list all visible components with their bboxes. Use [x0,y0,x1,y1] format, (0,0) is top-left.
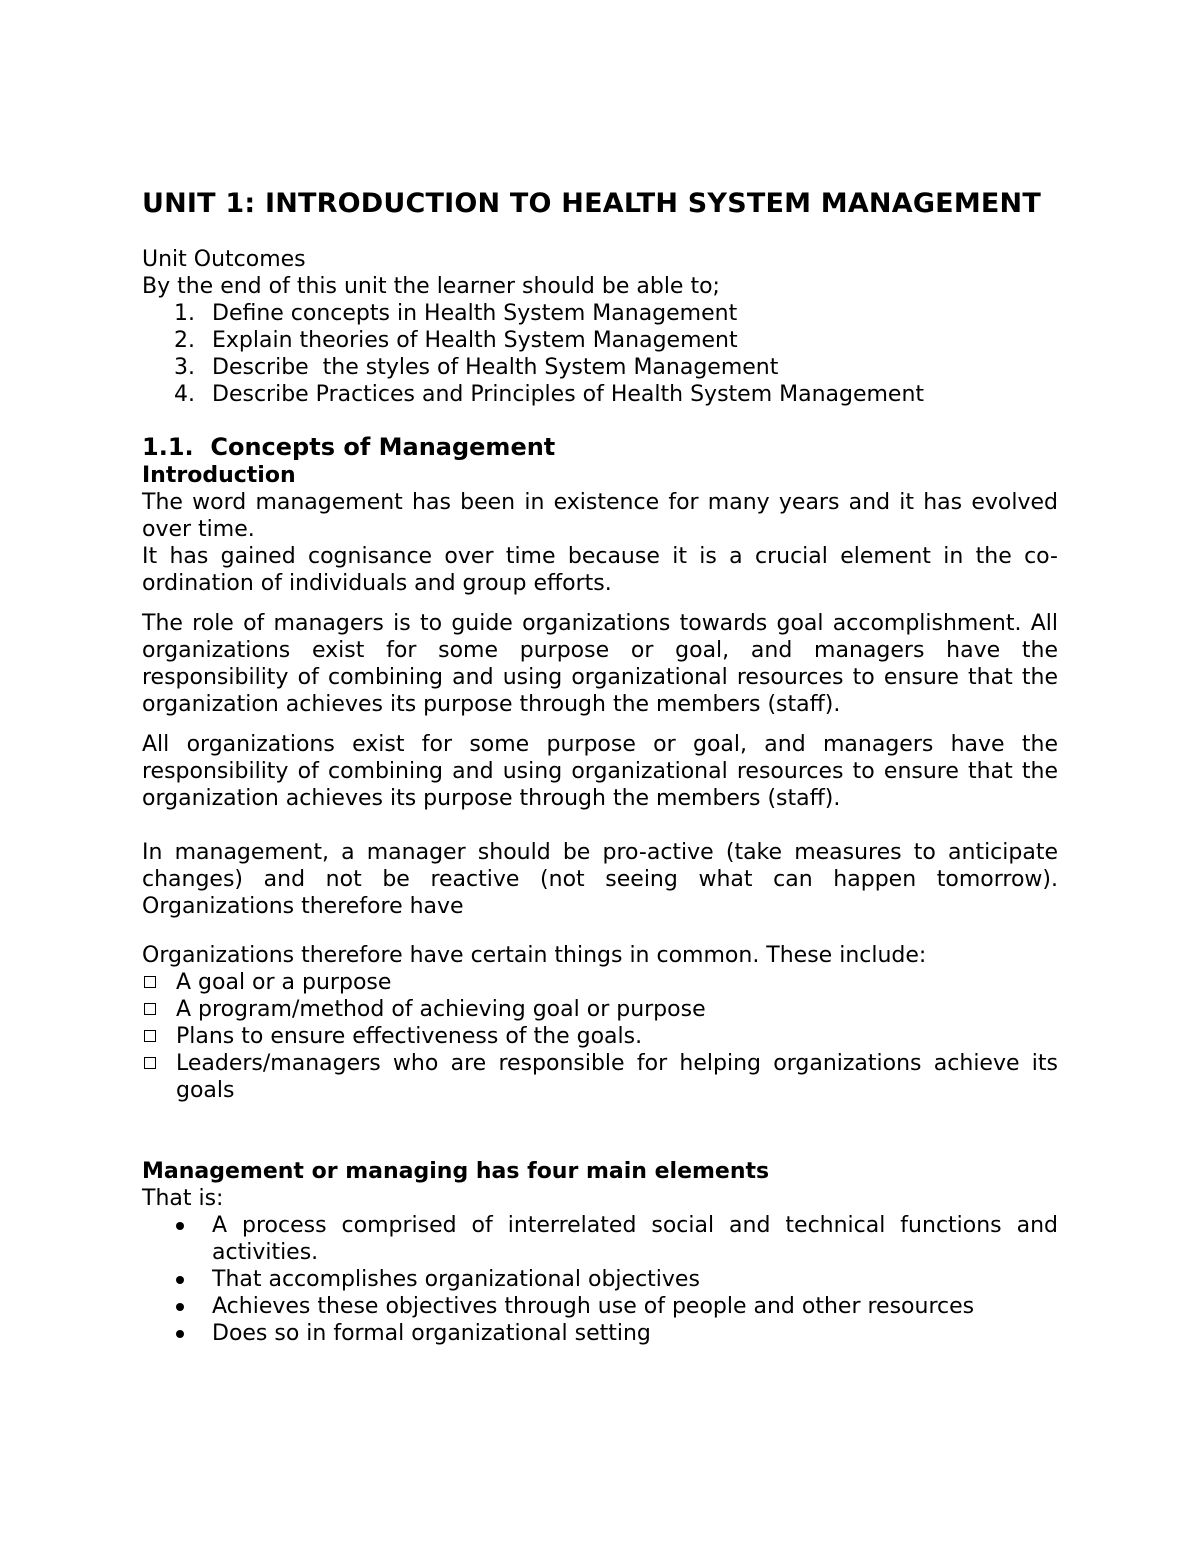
outcome-text: Describe the styles of Health System Management [212,355,779,380]
bullet-icon [176,1266,212,1293]
bullet-text: That accomplishes organizational objectives [212,1267,700,1292]
outcome-number: 3. [174,355,195,380]
checkbox-icon [142,996,176,1023]
paragraph-3: The role of managers is to guide organizations towards goal accomplishment. All organizations exist for some purpose or goal, and managers have the responsibility of combining and using organizational resources to ensure that the organization achieves its purpose through the members (staff). [142,611,1058,717]
introduction-heading: Introduction [142,463,296,488]
spacer [142,812,1058,839]
checklist-text: Plans to ensure effectiveness of the goals. [176,1024,643,1049]
outcome-item [142,354,1058,381]
checklist-text: A goal or a purpose [176,970,392,995]
paragraph-4: All organizations exist for some purpose or goal, and managers have the responsibility of combining and using organizational resources to ensure that the organization achieves its purpose through the members (staff). [142,732,1058,811]
bullet-item [142,1266,1058,1293]
checklist-item [142,1023,1058,1050]
outcome-text: Explain theories of Health System Management [212,328,738,353]
elements-intro: That is: [142,1186,224,1211]
outcomes-intro: By the end of this unit the learner should be able to; [142,274,720,299]
outcome-item [142,327,1058,354]
spacer [142,597,1058,610]
checklist-item [142,1050,1058,1104]
spacer [142,1104,1058,1158]
paragraph-1: The word management has been in existence for many years and it has evolved over time. [142,490,1058,542]
unit-title: UNIT 1: INTRODUCTION TO HEALTH SYSTEM MANAGEMENT [142,188,1041,219]
outcome-number: 4. [174,382,195,407]
outcome-number: 1. [174,301,195,326]
checklist-item [142,969,1058,996]
checklist-text: A program/method of achieving goal or purpose [176,997,706,1022]
bullet-icon [176,1293,212,1320]
elements-list [142,1212,1058,1347]
checklist-item [142,996,1058,1023]
elements-heading: Management or managing has four main elements [142,1159,770,1184]
bullet-text: Does so in formal organizational setting [212,1321,651,1346]
bullet-text: A process comprised of interrelated social and technical functions and activities. [212,1213,1058,1265]
bullet-item [142,1320,1058,1347]
outcome-text: Describe Practices and Principles of Health System Management [212,382,925,407]
outcome-item [142,300,1058,327]
bullet-item [142,1212,1058,1266]
section-heading: 1.1. Concepts of Management [142,433,556,461]
unit-outcomes-label: Unit Outcomes [142,247,306,272]
bullet-text: Achieves these objectives through use of people and other resources [212,1294,975,1319]
paragraph-2: It has gained cognisance over time because it is a crucial element in the co-ordination of individuals and group efforts. [142,544,1058,596]
outcome-text: Define concepts in Health System Management [212,301,738,326]
bullet-icon [176,1320,212,1347]
outcomes-list [142,300,1058,408]
paragraph-5: In management, a manager should be pro-active (take measures to anticipate changes) and not be reactive (not seeing what can happen tomorrow). Organizations therefore have [142,840,1058,919]
outcome-number: 2. [174,328,195,353]
bullet-item [142,1293,1058,1320]
spacer [142,920,1058,942]
spacer [142,718,1058,731]
document-content [142,186,1058,1347]
checkbox-icon [142,1050,176,1104]
bullet-icon [176,1212,212,1266]
common-things-list [142,969,1058,1104]
checkbox-icon [142,969,176,996]
paragraph-6: Organizations therefore have certain things in common. These include: [142,943,927,968]
checklist-text: Leaders/managers who are responsible for helping organizations achieve its goals [176,1051,1058,1103]
outcome-item [142,381,1058,408]
checkbox-icon [142,1023,176,1050]
